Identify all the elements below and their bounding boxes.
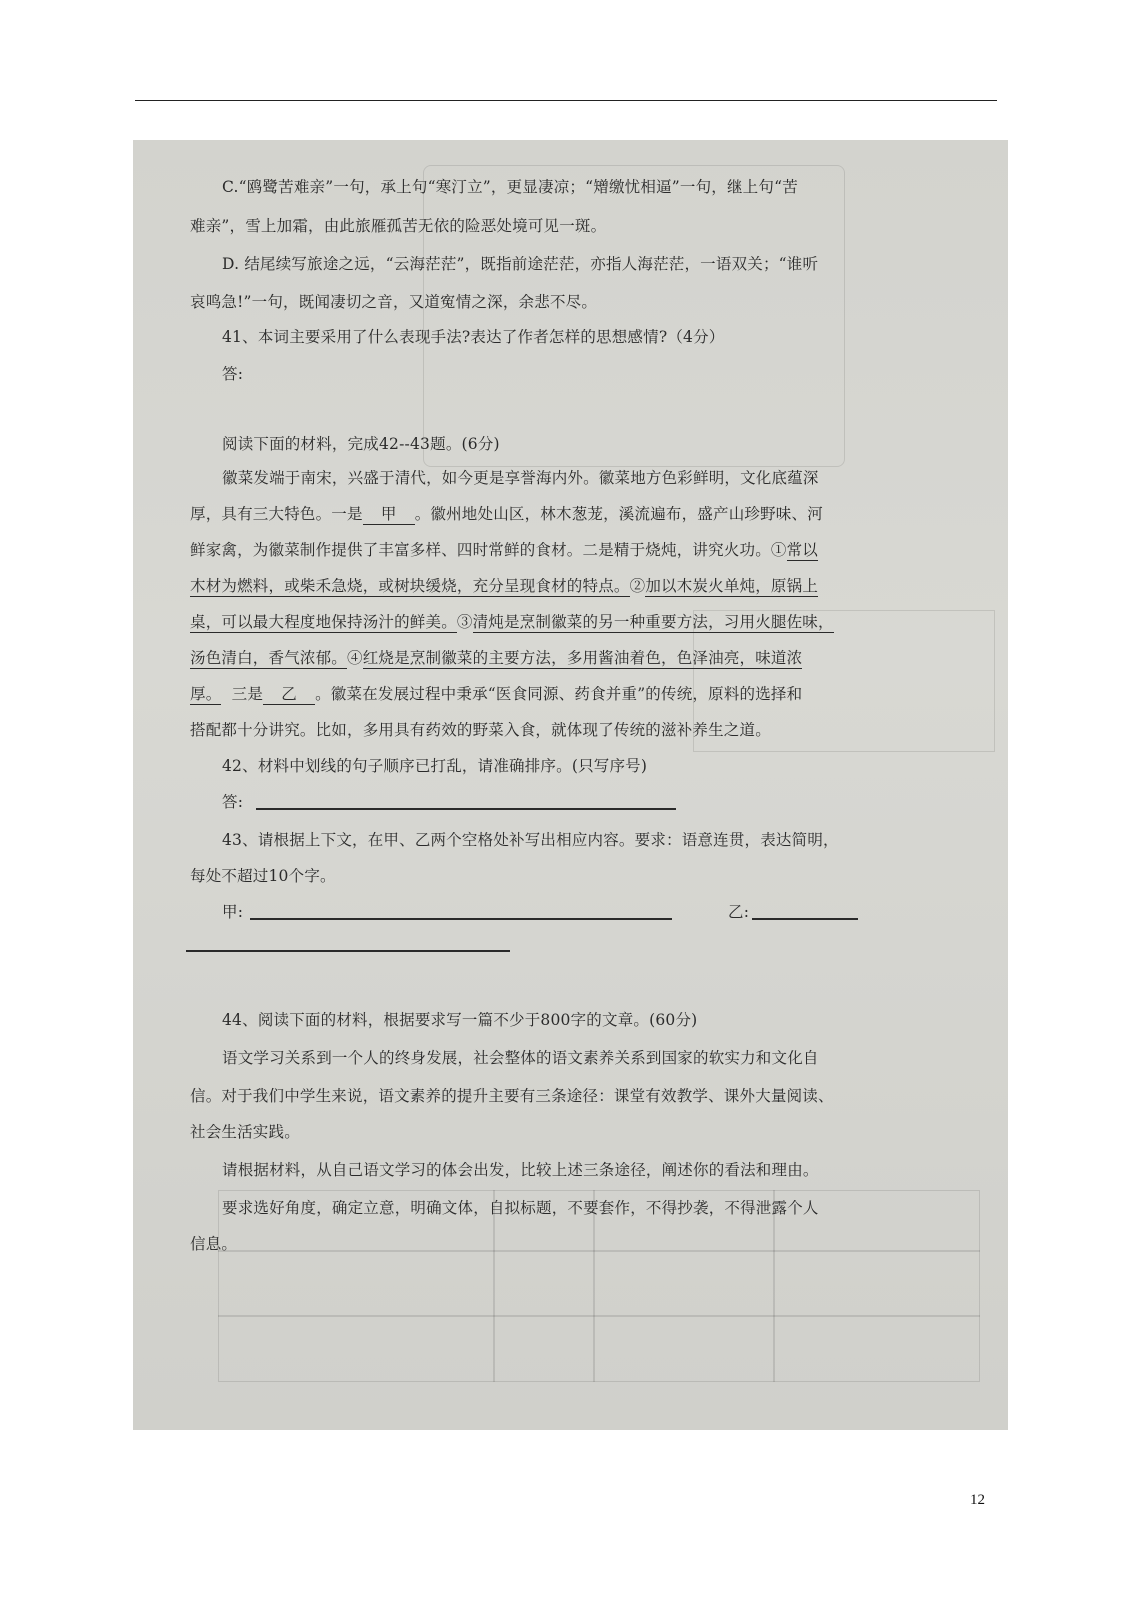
yi-answer-blank-2[interactable] — [186, 950, 510, 952]
jia-answer-blank[interactable] — [250, 918, 672, 920]
requirement-line2: 要求选好角度，确定立意，明确文体，自拟标题，不要套作，不得抄袭，不得泄露个人 — [222, 1199, 819, 1217]
passage-line2 — [190, 502, 823, 525]
answer-41-label: 答: — [222, 365, 244, 383]
material-line3: 社会生活实践。 — [190, 1123, 300, 1141]
question-41: 41、本词主要采用了什么表现手法?表达了作者怎样的思想感情?（4分） — [222, 328, 725, 346]
passage-line8: 搭配都十分讲究。比如，多用具有药效的野菜入食，就体现了传统的滋补养生之道。 — [190, 721, 771, 739]
yi-answer-blank-1[interactable] — [752, 918, 858, 920]
passage-line4 — [190, 574, 818, 596]
material-line1: 语文学习关系到一个人的终身发展，社会整体的语文素养关系到国家的软实力和文化自 — [222, 1049, 819, 1067]
option-c-line2: 难亲”，雪上加霜，由此旅雁孤苦无依的险恶处境可见一斑。 — [190, 217, 607, 235]
blank-jia: 甲 — [363, 502, 415, 525]
passage-line5 — [190, 610, 834, 632]
underlined-sentence-1: 常以 — [786, 541, 819, 559]
passage-line1: 徽菜发端于南宋，兴盛于清代，如今更是享誉海内外。徽菜地方色彩鲜明，文化底蕴深 — [222, 469, 819, 487]
passage-text: ③ — [456, 613, 473, 631]
passage-text: 厚，具有三大特色。一是 — [190, 505, 363, 523]
ghost-table-line — [218, 1315, 980, 1317]
underlined-sentence-4: 红烧是烹制徽菜的主要方法，多用酱油着色，色泽油亮，味道浓 — [362, 649, 803, 667]
passage-text: 鲜家禽，为徽菜制作提供了丰富多样、四时常鲜的食材。二是精于烧炖，讲究火功。① — [190, 541, 787, 559]
material-line2: 信。对于我们中学生来说，语文素养的提升主要有三条途径：课堂有效教学、课外大量阅读、 — [190, 1087, 834, 1105]
underlined-sentence-3: 清炖是烹制徽菜的另一种重要方法，习用火腿佐味， — [472, 613, 834, 631]
yi-label: 乙: — [728, 903, 750, 921]
option-c-line1: C.“鸥鹭苦难亲”一句，承上句“寒汀立”，更显凄凉；“矰缴忧相逼”一句，继上句“苦 — [222, 178, 798, 196]
underlined-sentence-2: 桌，可以最大程度地保持汤汁的鲜美。 — [190, 613, 457, 631]
ghost-table-line — [218, 1250, 980, 1252]
answer-42-blank[interactable] — [256, 808, 676, 810]
underlined-sentence-4: 厚。 — [190, 685, 222, 703]
blank-yi: 乙 — [263, 682, 315, 705]
header-rule — [135, 100, 997, 101]
requirement-line1: 请根据材料，从自己语文学习的体会出发，比较上述三条途径，阐述你的看法和理由。 — [222, 1161, 819, 1179]
answer-42-label: 答: — [222, 793, 244, 811]
underlined-sentence-2: 加以木炭火单炖，原锅上 — [645, 577, 819, 595]
passage-text: 。徽菜在发展过程中秉承“医食同源、药食并重”的传统，原料的选择和 — [315, 685, 803, 703]
passage-line7 — [190, 682, 802, 705]
underlined-sentence-3: 汤色清白，香气浓郁。 — [190, 649, 348, 667]
question-44: 44、阅读下面的材料，根据要求写一篇不少于800字的文章。(60分) — [222, 1011, 698, 1029]
ghost-table — [218, 1190, 980, 1382]
question-42: 42、材料中划线的句子顺序已打乱，请准确排序。(只写序号) — [222, 757, 648, 775]
ghost-table-line — [493, 1190, 495, 1382]
passage-text: 三是 — [221, 685, 264, 703]
jia-label: 甲: — [222, 903, 244, 921]
passage-text: ② — [629, 577, 646, 595]
page-number: 12 — [970, 1492, 985, 1508]
question-43-line2: 每处不超过10个字。 — [190, 867, 336, 885]
underlined-sentence-1: 木材为燃料，或柴禾急烧，或树块缓烧，充分呈现食材的特点。 — [190, 577, 630, 595]
passage-text: ④ — [347, 649, 363, 667]
option-d-line1: D. 结尾续写旅途之远，“云海茫茫”，既指前途茫茫，亦指人海茫茫，一语双关；“谁听 — [222, 255, 819, 273]
option-d-line2: 哀鸣急!”一句，既闻凄切之音，又道寃情之深，余悲不尽。 — [190, 293, 598, 311]
requirement-line3: 信息。 — [190, 1235, 238, 1253]
ghost-box — [423, 165, 845, 467]
reading-intro: 阅读下面的材料，完成42--43题。(6分) — [222, 435, 500, 453]
question-43-line1: 43、请根据上下文，在甲、乙两个空格处补写出相应内容。要求：语意连贯，表达简明， — [222, 831, 839, 849]
passage-text: 。徽州地处山区，林木葱茏，溪流遍布，盛产山珍野味、河 — [414, 505, 823, 523]
passage-line3 — [190, 538, 818, 560]
ghost-table-line — [773, 1190, 775, 1382]
passage-line6 — [190, 646, 802, 668]
ghost-table-line — [593, 1190, 595, 1382]
